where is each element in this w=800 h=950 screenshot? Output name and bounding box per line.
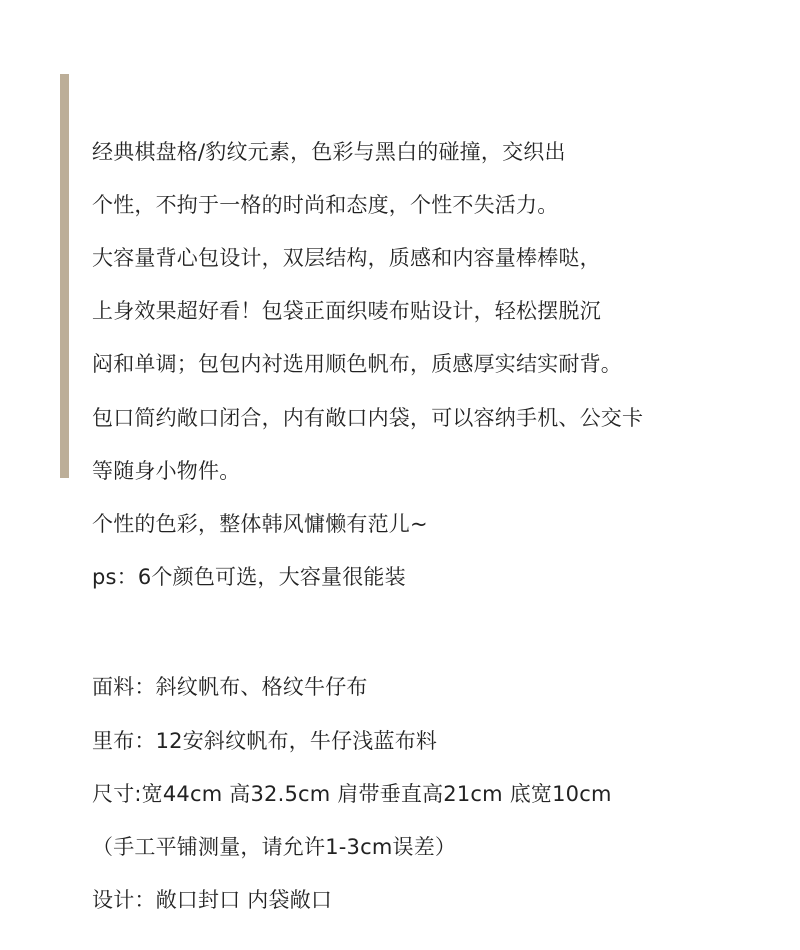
spec-design: 设计：敞口封口 内袋敞口 xyxy=(92,888,333,912)
spec-measure-note: （手工平铺测量，请允许1-3cm误差） xyxy=(92,835,457,859)
description-line-2: 个性，不拘于一格的时尚和态度，个性不失活力。 xyxy=(92,193,559,217)
description-line-8: 个性的色彩，整体韩风慵懒有范儿~ xyxy=(92,512,428,536)
description-line-5: 闷和单调；包包内衬选用顺色帆布，质感厚实结实耐背。 xyxy=(92,352,622,376)
description-line-4: 上身效果超好看！包袋正面织唛布贴设计，轻松摆脱沉 xyxy=(92,299,601,323)
spec-fabric: 面料：斜纹帆布、格纹牛仔布 xyxy=(92,675,368,699)
description-line-9: ps：6个颜色可选，大容量很能装 xyxy=(92,565,406,589)
spec-lining: 里布：12安斜纹帆布，牛仔浅蓝布料 xyxy=(92,729,438,753)
description-line-7: 等随身小物件。 xyxy=(92,459,241,483)
spec-size: 尺寸:宽44cm 高32.5cm 肩带垂直高21cm 底宽10cm xyxy=(92,782,612,806)
description-line-6: 包口简约敞口闭合，内有敞口内袋，可以容纳手机、公交卡 xyxy=(92,406,644,430)
description-line-3: 大容量背心包设计，双层结构，质感和内容量棒棒哒， xyxy=(92,246,601,270)
accent-bar xyxy=(60,74,69,478)
description-line-1: 经典棋盘格/豹纹元素，色彩与黑白的碰撞，交织出 xyxy=(92,140,566,164)
